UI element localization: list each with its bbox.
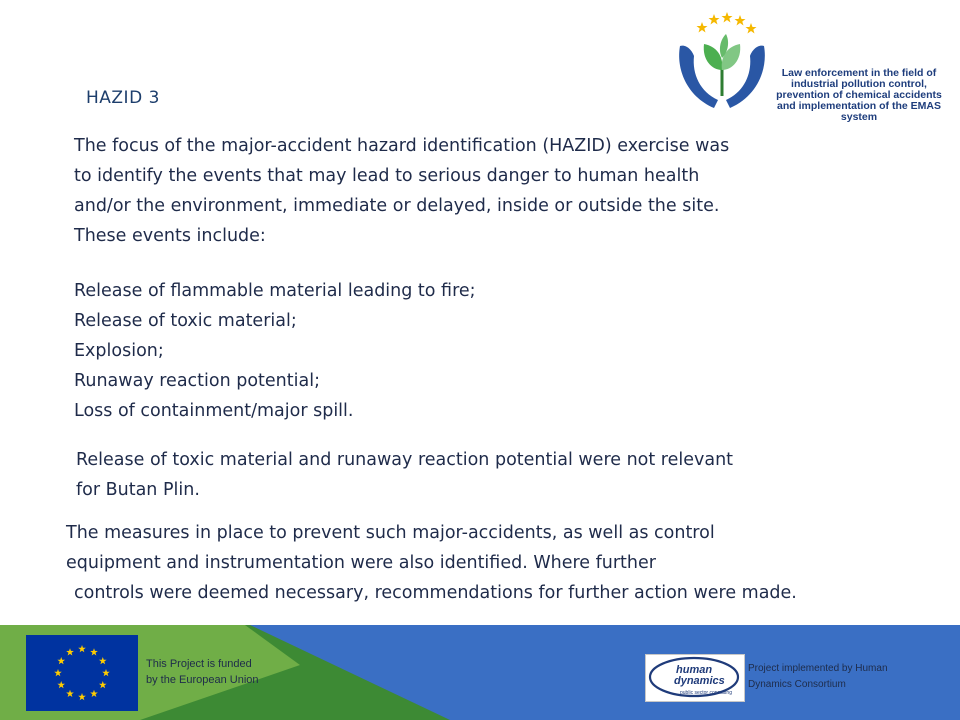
text-line: equipment and instrumentation were also identified. Where further	[66, 553, 656, 573]
relevance-paragraph	[76, 445, 733, 505]
eu-star-icon	[90, 690, 98, 697]
text-line: controls were deemed necessary, recommendations for further action were made.	[74, 583, 797, 603]
eu-star-icon	[78, 693, 86, 700]
list-item: Release of toxic material;	[74, 311, 297, 331]
partner-logo-line: dynamics	[674, 675, 725, 687]
logo-text-line: and implementation of the EMAS system	[777, 100, 941, 123]
text-line: Release of toxic material and runaway reaction potential were not relevant	[76, 450, 734, 470]
logo-text-line: industrial pollution control,	[791, 78, 927, 90]
eu-star-icon	[57, 657, 65, 664]
funding-line: This Project is funded	[146, 658, 252, 670]
list-item: Loss of containment/major spill.	[74, 401, 354, 421]
logo-text-line: Law enforcement in the field of	[781, 67, 937, 79]
partner-logo-line: human	[676, 664, 713, 676]
human-dynamics-logo	[645, 654, 745, 702]
text-line: to identify the events that may lead to serious danger to human health	[74, 166, 700, 186]
list-item: Release of flammable material leading to fire;	[74, 281, 476, 301]
funding-note	[146, 656, 259, 688]
eu-star-icon	[99, 681, 107, 688]
logo-text	[764, 68, 954, 123]
implementation-note	[748, 661, 888, 693]
eu-star-icon	[57, 681, 65, 688]
funding-line: by the European Union	[146, 674, 259, 686]
text-line: These events include:	[74, 226, 266, 246]
eu-star-icon	[54, 669, 62, 676]
events-list	[74, 276, 476, 426]
logo-text-line: prevention of chemical accidents	[776, 89, 942, 101]
eu-star-icon	[102, 669, 110, 676]
intro-paragraph	[74, 131, 729, 251]
text-line: and/or the environment, immediate or delayed, inside or outside the site.	[74, 196, 720, 216]
eu-star-icon	[66, 690, 74, 697]
implementation-line: Dynamics Consortium	[748, 679, 846, 690]
eu-star-icon	[99, 657, 107, 664]
text-line: The measures in place to prevent such major-accidents, as well as control	[66, 523, 715, 543]
text-line: The focus of the major-accident hazard identification (HAZID) exercise was	[74, 136, 730, 156]
hands-plant-icon	[672, 8, 772, 114]
measures-paragraph	[66, 518, 797, 608]
human-dynamics-logo-graphic	[646, 655, 744, 701]
eu-flag-icon	[26, 635, 138, 711]
implementation-line: Project implemented by Human	[748, 663, 888, 674]
eu-star-icon	[66, 648, 74, 655]
eu-star-icon	[78, 645, 86, 652]
text-line: for Butan Plin.	[76, 480, 200, 500]
list-item: Explosion;	[74, 341, 164, 361]
list-item: Runaway reaction potential;	[74, 371, 320, 391]
slide-title: HAZID 3	[86, 88, 160, 108]
eu-star-icon	[90, 648, 98, 655]
project-logo	[672, 8, 950, 123]
partner-logo-tagline: public sector consulting	[680, 690, 732, 696]
